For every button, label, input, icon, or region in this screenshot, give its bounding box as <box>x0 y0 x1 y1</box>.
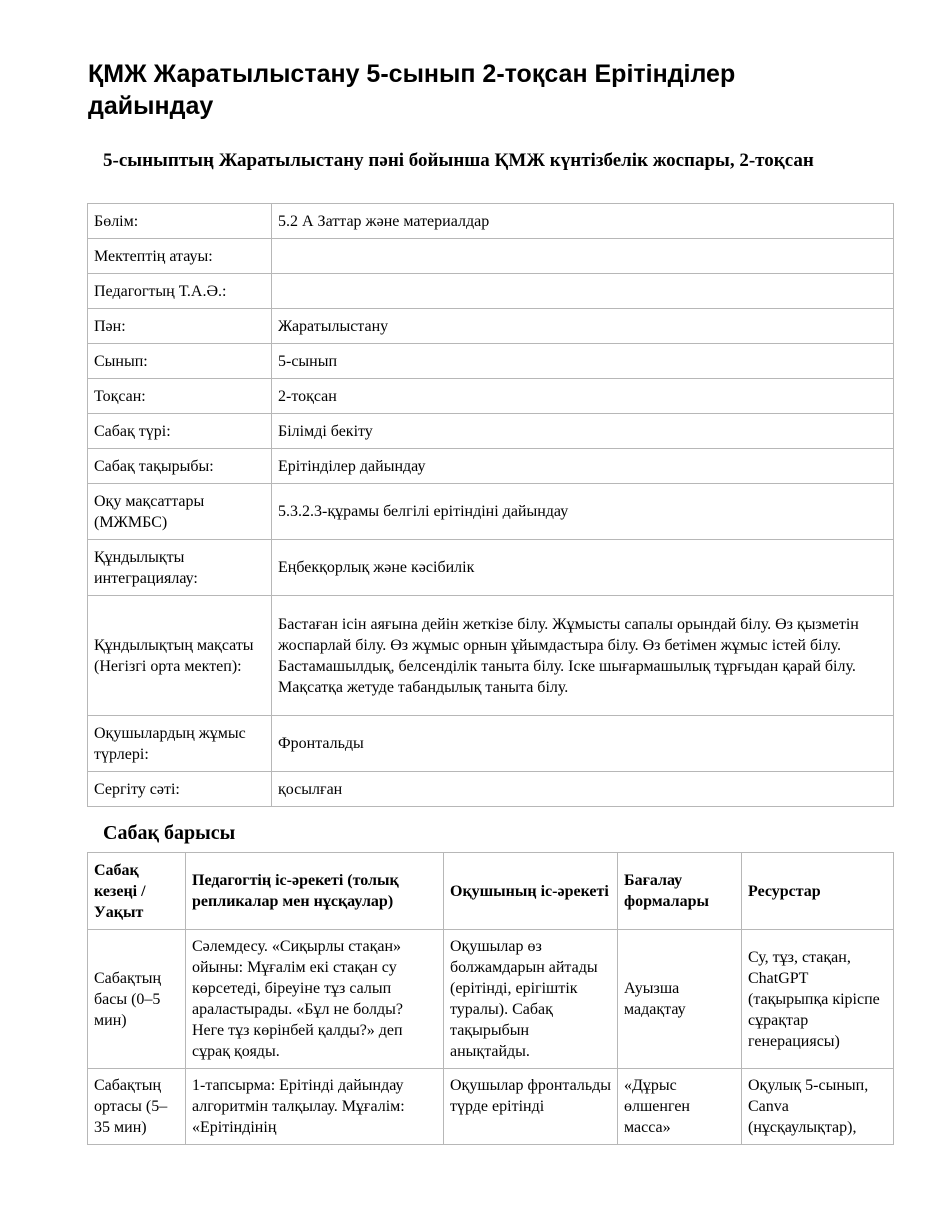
header-student-activity: Оқушының іс-әрекеті <box>444 853 618 930</box>
info-label: Сабақ тақырыбы: <box>88 449 272 484</box>
info-label: Тоқсан: <box>88 379 272 414</box>
info-value <box>272 274 894 309</box>
stage-cell <box>88 1069 186 1145</box>
table-row <box>88 930 894 1069</box>
info-label: Оқу мақсаттары (МЖМБС) <box>88 484 272 540</box>
assessment-cell: Ауызша мадақтау <box>618 930 742 1069</box>
info-value: Білімді бекіту <box>272 414 894 449</box>
table-row <box>88 540 894 596</box>
info-label: Пән: <box>88 309 272 344</box>
lesson-progress-heading: Сабақ барысы <box>103 822 236 844</box>
info-label: Құндылықты интеграциялау: <box>88 540 272 596</box>
student-activity-cell <box>444 1069 618 1145</box>
assessment-cell <box>618 1069 742 1145</box>
table-row <box>88 414 894 449</box>
table-row <box>88 274 894 309</box>
table-row <box>88 716 894 772</box>
plan-subtitle: 5-сыныптың Жаратылыстану пәні бойынша ҚМЖ күнтізбелік жоспары, 2-тоқсан <box>103 150 814 171</box>
info-value: Бастаған ісін аяғына дейін жеткізе білу. Жұмысты сапалы орындай білу. Өз қызметін жоспарлай білу. Өз жұмыс орнын ұйымдастыра білу. Өз бетімен жұмыс істей білу. Бастамашылдық, белсенділік таныта білу. Іске шығармашылық тұрғыдан қарай білу. Мақсатқа жетуде табандылық таныта білу. <box>272 596 894 716</box>
info-label: Сынып: <box>88 344 272 379</box>
info-value: 2-тоқсан <box>272 379 894 414</box>
header-resources: Ресурстар <box>742 853 894 930</box>
info-value: Ерітінділер дайындау <box>272 449 894 484</box>
info-label: Құндылықтың мақсаты (Негізгі орта мектеп): <box>88 596 272 716</box>
stage-cell: Сабақтың басы (0–5 мин) <box>88 930 186 1069</box>
table-row <box>88 1069 894 1145</box>
student-activity-cell: Оқушылар өз болжамдарын айтады (ерітінді, ерігіштік туралы). Сабақ тақырыбын анықтайды. <box>444 930 618 1069</box>
info-value: Фронтальды <box>272 716 894 772</box>
info-label: Бөлім: <box>88 204 272 239</box>
assessment-text: «Дұрыс өлшенген масса» <box>624 1077 690 1136</box>
info-value: Еңбекқорлық және кәсібилік <box>272 540 894 596</box>
resources-cell <box>742 1069 894 1145</box>
info-value: 5.3.2.3-құрамы белгілі ерітіндіні дайындау <box>272 484 894 540</box>
info-value <box>272 239 894 274</box>
table-row <box>88 484 894 540</box>
lesson-header-row <box>88 853 894 930</box>
lesson-info-table <box>87 203 894 807</box>
header-teacher-activity: Педагогтің іс-әрекеті (толық репликалар мен нұсқаулар) <box>186 853 444 930</box>
teacher-activity-cell <box>186 1069 444 1145</box>
info-label: Оқушылардың жұмыс түрлері: <box>88 716 272 772</box>
info-label: Педагогтың Т.А.Ә.: <box>88 274 272 309</box>
teacher-activity-text: 1-тапсырма: Ерітінді дайындау алгоритмін талқылау. Мұғалім: «Ерітіндінің <box>192 1077 405 1136</box>
info-value: 5.2 А Заттар және материалдар <box>272 204 894 239</box>
resources-cell: Су, тұз, стақан, ChatGPT (тақырыпқа кіріспе сұрақтар генерациясы) <box>742 930 894 1069</box>
info-label: Сабақ түрі: <box>88 414 272 449</box>
document-title: ҚМЖ Жаратылыстану 5-сынып 2-тоқсан Ерітінділер дайындау <box>88 60 736 120</box>
info-label: Мектептің атауы: <box>88 239 272 274</box>
table-row <box>88 204 894 239</box>
table-row <box>88 379 894 414</box>
info-value: қосылған <box>272 772 894 807</box>
resources-text: Оқулық 5-сынып, Canva (нұсқаулықтар), <box>748 1077 869 1136</box>
info-value: Жаратылыстану <box>272 309 894 344</box>
info-value: 5-сынып <box>272 344 894 379</box>
table-row <box>88 344 894 379</box>
header-stage: Сабақ кезеңі / Уақыт <box>88 853 186 930</box>
table-row <box>88 772 894 807</box>
table-row <box>88 596 894 716</box>
header-assessment: Бағалау формалары <box>618 853 742 930</box>
stage-text: Сабақтың ортасы (5–35 мин) <box>94 1077 168 1136</box>
info-label: Сергіту сәті: <box>88 772 272 807</box>
table-row <box>88 239 894 274</box>
table-row <box>88 309 894 344</box>
table-row <box>88 449 894 484</box>
student-activity-text: Оқушылар фронтальды түрде ерітінді <box>450 1077 611 1115</box>
lesson-progress-table <box>87 852 894 1145</box>
teacher-activity-cell: Сәлемдесу. «Сиқырлы стақан» ойыны: Мұғалім екі стақан су көрсетеді, біреуіне тұз салып араластырады. «Бұл не болды? Неге тұз көрінбей қалды?» деп сұрақ қояды. <box>186 930 444 1069</box>
